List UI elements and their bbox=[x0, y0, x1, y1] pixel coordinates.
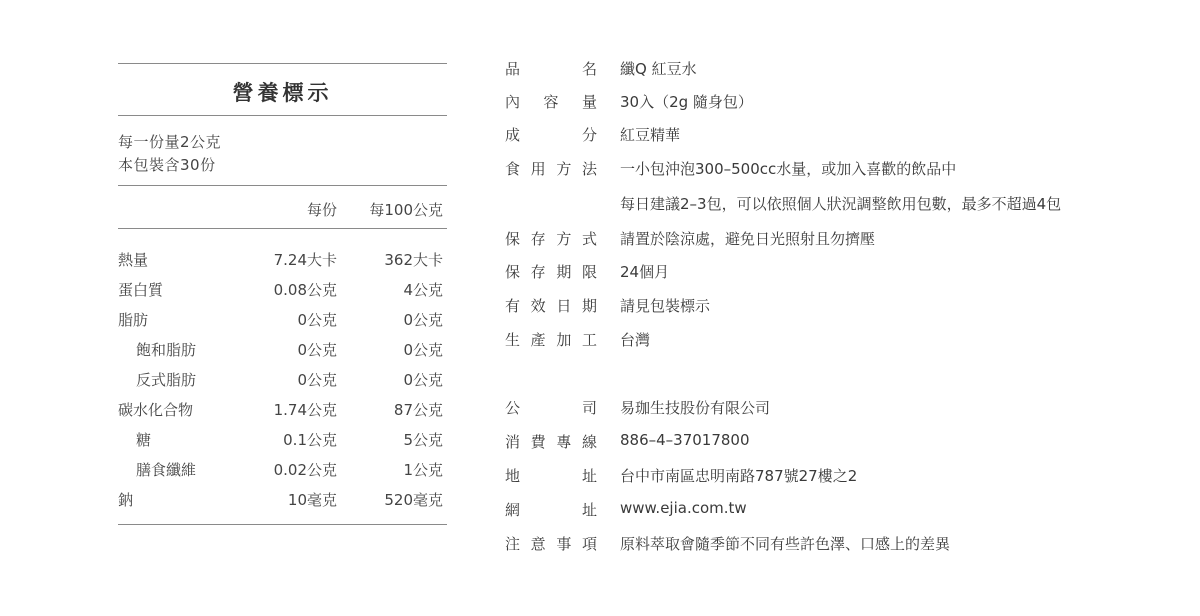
info-label bbox=[505, 91, 597, 112]
info-label-char: 量 bbox=[581, 93, 597, 111]
nutrient-name: 膳食纖維 bbox=[136, 461, 197, 479]
nutrient-per-serving: 7.24大卡 bbox=[273, 251, 337, 269]
info-label bbox=[505, 124, 597, 145]
nutrient-per-serving: 1.74公克 bbox=[273, 401, 337, 419]
info-label-char: 容 bbox=[543, 93, 559, 111]
nutrient-per-serving: 10毫克 bbox=[287, 491, 337, 509]
info-value: 易珈生技股份有限公司 bbox=[620, 399, 771, 417]
info-value: www.ejia.com.tw bbox=[620, 499, 747, 517]
info-label-char: 生 bbox=[505, 331, 521, 349]
nutrient-row bbox=[118, 399, 447, 423]
info-value: 886–4–37017800 bbox=[620, 431, 750, 449]
nutrient-per-100g: 4公克 bbox=[403, 281, 443, 299]
info-label-char: 分 bbox=[581, 126, 597, 144]
info-label-char: 加 bbox=[556, 331, 572, 349]
info-value: 台中市南區忠明南路787號27樓之2 bbox=[620, 467, 858, 485]
nutrient-row bbox=[118, 429, 447, 453]
info-label-char: 方 bbox=[556, 160, 572, 178]
info-label-char: 意 bbox=[530, 535, 546, 553]
info-label-char: 項 bbox=[581, 535, 597, 553]
divider bbox=[118, 524, 447, 525]
info-label-char: 品 bbox=[505, 60, 521, 78]
info-label-char: 食 bbox=[505, 160, 521, 178]
info-label-char: 方 bbox=[556, 230, 572, 248]
nutrient-name: 飽和脂肪 bbox=[136, 341, 197, 359]
nutrient-name: 蛋白質 bbox=[118, 281, 164, 299]
info-label bbox=[505, 58, 597, 79]
info-value: 24個月 bbox=[620, 263, 670, 281]
info-label-char: 效 bbox=[530, 297, 546, 315]
divider bbox=[118, 115, 447, 116]
info-value: 原料萃取會隨季節不同有些許色澤、口感上的差異 bbox=[620, 535, 951, 553]
nutrient-name: 脂肪 bbox=[118, 311, 149, 329]
info-label-char: 址 bbox=[581, 501, 597, 519]
info-label-char: 成 bbox=[505, 126, 521, 144]
nutrient-row bbox=[118, 459, 447, 483]
info-label-char: 產 bbox=[530, 331, 546, 349]
info-label-char: 網 bbox=[505, 501, 521, 519]
info-label-char: 名 bbox=[581, 60, 597, 78]
nutrient-per-serving: 0公克 bbox=[297, 371, 337, 389]
info-label bbox=[505, 465, 597, 486]
info-label bbox=[505, 329, 597, 350]
nutrient-name: 反式脂肪 bbox=[136, 371, 197, 389]
nutrient-row bbox=[118, 249, 447, 273]
nutrient-per-100g: 87公克 bbox=[393, 401, 443, 419]
info-value: 請見包裝標示 bbox=[620, 297, 711, 315]
info-value: 纖Q 紅豆水 bbox=[620, 60, 697, 78]
info-label bbox=[505, 158, 597, 179]
nutrient-name: 鈉 bbox=[118, 491, 134, 509]
nutrient-per-100g: 1公克 bbox=[403, 461, 443, 479]
nutrient-per-100g: 5公克 bbox=[403, 431, 443, 449]
info-label-char: 工 bbox=[581, 331, 597, 349]
nutrient-per-100g: 362大卡 bbox=[384, 251, 443, 269]
divider bbox=[118, 228, 447, 229]
info-label-char: 日 bbox=[556, 297, 572, 315]
info-label-char: 注 bbox=[505, 535, 521, 553]
info-value: 紅豆精華 bbox=[620, 126, 681, 144]
nutrient-per-serving: 0公克 bbox=[297, 341, 337, 359]
info-label-char: 費 bbox=[530, 433, 546, 451]
info-label-char: 用 bbox=[530, 160, 546, 178]
info-label-char: 有 bbox=[505, 297, 521, 315]
info-value: 請置於陰涼處，避免日光照射且勿擠壓 bbox=[620, 230, 876, 248]
nutrient-name: 糖 bbox=[136, 431, 152, 449]
info-label-char: 事 bbox=[556, 535, 572, 553]
nutrient-per-100g: 0公克 bbox=[403, 341, 443, 359]
info-value: 30入（2g 隨身包） bbox=[620, 93, 753, 111]
info-label-char: 地 bbox=[505, 467, 521, 485]
info-label-char: 限 bbox=[581, 263, 597, 281]
divider bbox=[118, 185, 447, 186]
column-header-per-serving: 每份 bbox=[306, 201, 337, 219]
info-label bbox=[505, 228, 597, 249]
info-value: 台灣 bbox=[620, 331, 651, 349]
divider bbox=[118, 63, 447, 64]
nutrient-row bbox=[118, 369, 447, 393]
nutrient-name: 熱量 bbox=[118, 251, 149, 269]
info-value: 一小包沖泡300–500cc水量，或加入喜歡的飲品中 bbox=[620, 160, 957, 178]
info-label-char: 期 bbox=[581, 297, 597, 315]
info-label-char: 保 bbox=[505, 230, 521, 248]
servings-per-pack: 本包裝含30份 bbox=[118, 156, 216, 174]
info-label-char: 公 bbox=[505, 399, 521, 417]
info-label-char: 存 bbox=[530, 263, 546, 281]
info-label-char: 司 bbox=[581, 399, 597, 417]
info-label bbox=[505, 397, 597, 418]
nutrient-per-100g: 520毫克 bbox=[384, 491, 443, 509]
serving-size: 每一份量2公克 bbox=[118, 133, 222, 151]
nutrient-per-serving: 0.02公克 bbox=[273, 461, 337, 479]
info-label-char: 期 bbox=[556, 263, 572, 281]
column-header-per-100g: 每100公克 bbox=[369, 201, 443, 219]
info-label-char: 式 bbox=[581, 230, 597, 248]
info-value: 每日建議2–3包，可以依照個人狀況調整飲用包數，最多不超過4包 bbox=[620, 195, 1062, 213]
nutrient-per-serving: 0公克 bbox=[297, 311, 337, 329]
nutrient-per-100g: 0公克 bbox=[403, 371, 443, 389]
nutrient-per-100g: 0公克 bbox=[403, 311, 443, 329]
nutrient-per-serving: 0.1公克 bbox=[283, 431, 337, 449]
info-label-char: 內 bbox=[505, 93, 521, 111]
info-label bbox=[505, 533, 597, 554]
info-label-char: 消 bbox=[505, 433, 521, 451]
info-label-char: 存 bbox=[530, 230, 546, 248]
nutrition-title: 營養標示 bbox=[232, 81, 333, 105]
info-label-char: 法 bbox=[581, 160, 597, 178]
nutrient-per-serving: 0.08公克 bbox=[273, 281, 337, 299]
nutrient-row bbox=[118, 279, 447, 303]
info-label-char: 專 bbox=[556, 433, 572, 451]
nutrient-row bbox=[118, 339, 447, 363]
info-label-char: 址 bbox=[581, 467, 597, 485]
info-label-char: 線 bbox=[581, 433, 597, 451]
info-label bbox=[505, 261, 597, 282]
nutrient-name: 碳水化合物 bbox=[118, 401, 194, 419]
info-label bbox=[505, 295, 597, 316]
nutrient-row bbox=[118, 489, 447, 513]
nutrient-row bbox=[118, 309, 447, 333]
info-label bbox=[505, 431, 597, 452]
info-label bbox=[505, 499, 597, 520]
info-label-char: 保 bbox=[505, 263, 521, 281]
